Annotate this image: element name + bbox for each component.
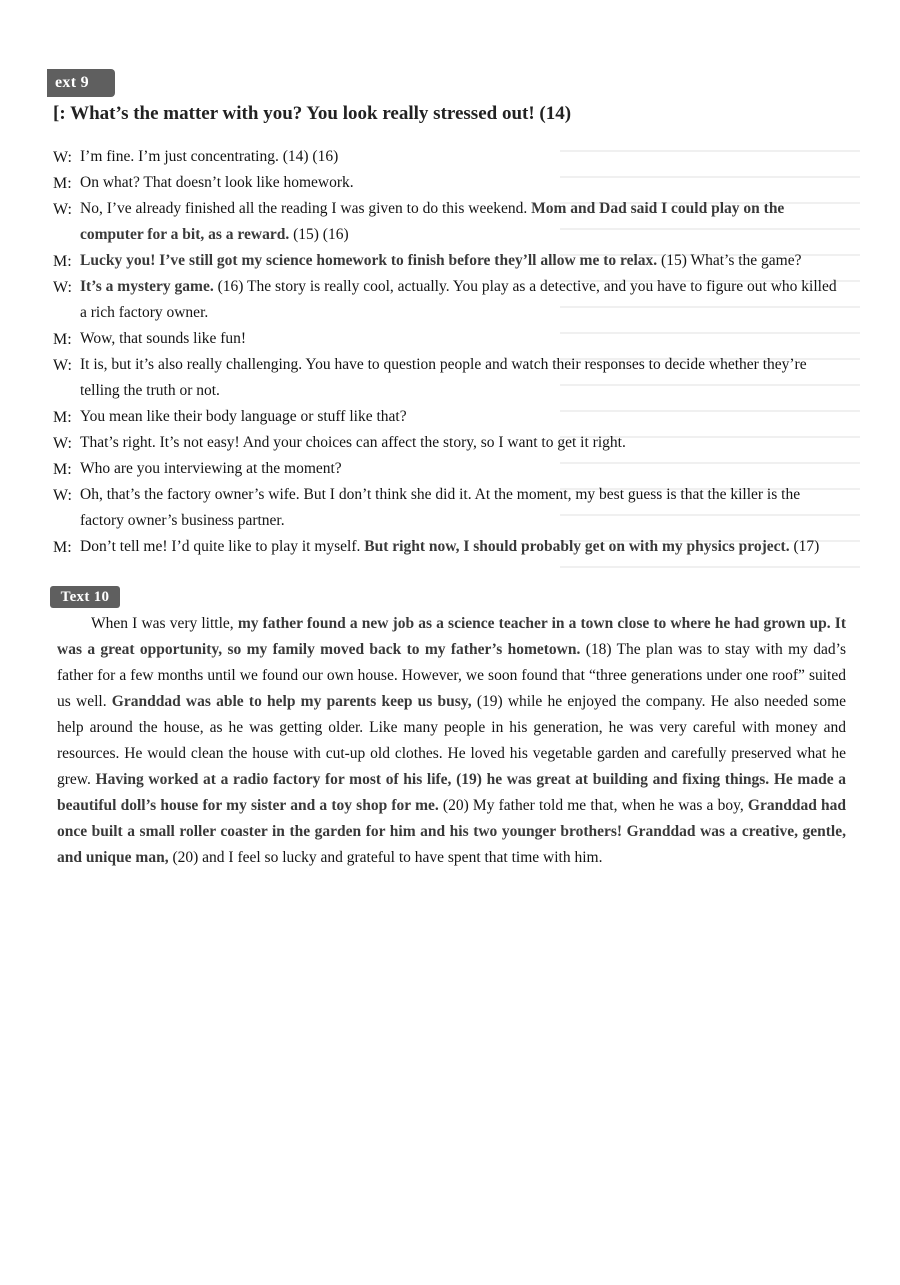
dialogue-line xyxy=(53,430,843,456)
line-text: Who are you interviewing at the moment? xyxy=(80,460,342,477)
dialogue-line xyxy=(53,404,843,430)
line-key-text: Lucky you! I’ve still got my science homework to finish before they’ll allow me to relax. xyxy=(80,252,658,269)
passage-text: (20) and I feel so lucky and grateful to have spent that time with him. xyxy=(168,849,603,866)
speaker-label: W: xyxy=(53,149,72,166)
dialogue-text-9 xyxy=(53,144,843,560)
dialogue-line xyxy=(53,170,843,196)
passage-text: (19) while he enjoyed the company. He also needed some help around the house, as he was getting older. Like many people in his generation, he was very careful with money and resources. He would clean the house with cut-up old clothes. He loved his vegetable garden and carefully preserved what he grew. xyxy=(57,693,847,788)
opener-text: What’s the matter with you? You look really stressed out! (14) xyxy=(70,103,572,124)
line-key-text: But right now, I should probably get on with my physics project. xyxy=(364,538,790,555)
passage-key-text: Granddad was able to help my parents keep us busy, xyxy=(111,693,472,710)
passage-key-text: my father found a new job as a science teacher in a town close to where he had grown up. It was a great opportunity, so my family moved back to my father’s hometown. xyxy=(57,615,846,658)
speaker-label: M: xyxy=(53,461,72,478)
line-text: On what? That doesn’t look like homework. xyxy=(80,174,354,191)
line-text: That’s right. It’s not easy! And your choices can affect the story, so I want to get it right. xyxy=(80,434,626,451)
speaker-label: M: xyxy=(53,253,72,270)
dialogue-line xyxy=(53,248,843,274)
passage-text: (18) The plan was to stay with my dad’s father for a few months until we found our own house. However, we soon found that “three generations under one roof” suited us well. xyxy=(57,641,846,710)
speaker-label: M: xyxy=(53,539,72,556)
dialogue-line xyxy=(53,482,843,534)
speaker-label: M: xyxy=(53,331,72,348)
line-text: You mean like their body language or stuff like that? xyxy=(80,408,407,425)
speaker-label: W: xyxy=(53,279,72,296)
speaker-label: W: xyxy=(53,201,72,218)
line-text-tail: (15) What’s the game? xyxy=(657,252,802,269)
passage-text: (20) My father told me that, when he was a boy, xyxy=(438,797,748,814)
line-text-tail: (16) The story is really cool, actually. You play as a detective, and you have to figure out who killed a rich factory owner. xyxy=(80,278,837,321)
line-text: Oh, that’s the factory owner’s wife. But I don’t think she did it. At the moment, my best guess is that the killer is the factory owner’s business partner. xyxy=(80,486,801,529)
speaker-label: W: xyxy=(53,435,72,452)
speaker-label: M: xyxy=(53,409,72,426)
line-text: It is, but it’s also really challenging. You have to question people and watch their responses to decide whether they’re telling the truth or not. xyxy=(80,356,807,399)
speaker-label: W: xyxy=(53,357,72,374)
passage-text: When I was very little, xyxy=(91,615,238,632)
dialogue-line xyxy=(53,456,843,482)
passage-key-text: Granddad had once built a small roller coaster in the garden for him and his two younger brothers! Granddad was a creative, gentle, and unique man, xyxy=(57,797,846,866)
opener-speaker: [ xyxy=(53,103,60,124)
line-text: I’m fine. I’m just concentrating. (14) (16) xyxy=(80,148,339,165)
opening-line: [: What’s the matter with you? You look really stressed out! (14) xyxy=(53,103,572,124)
line-text: Don’t tell me! I’d quite like to play it myself. xyxy=(80,538,365,555)
dialogue-line xyxy=(53,352,843,404)
dialogue-line xyxy=(53,144,843,170)
speaker-label: W: xyxy=(53,487,72,504)
speaker-label: M: xyxy=(53,175,72,192)
line-key-text: It’s a mystery game. xyxy=(80,278,214,295)
dialogue-line xyxy=(53,196,843,248)
text-9-label: ext 9 xyxy=(47,69,115,97)
text-10-label: Text 10 xyxy=(50,586,120,608)
line-text-tail: (17) xyxy=(789,538,820,555)
dialogue-line xyxy=(53,274,843,326)
line-text: No, I’ve already finished all the reading I was given to do this weekend. xyxy=(80,200,532,217)
dialogue-line xyxy=(53,534,843,560)
line-text-tail: (15) (16) xyxy=(289,226,349,243)
text-10-passage xyxy=(57,611,846,871)
line-text: Wow, that sounds like fun! xyxy=(80,330,247,347)
dialogue-line xyxy=(53,326,843,352)
passage-key-text: Having worked at a radio factory for most of his life, (19) he was great at building and fixing things. He made a beautiful doll’s house for my sister and a toy shop for me. xyxy=(57,771,846,814)
line-key-text: Mom and Dad said I could play on the computer for a bit, as a reward. xyxy=(80,200,785,243)
